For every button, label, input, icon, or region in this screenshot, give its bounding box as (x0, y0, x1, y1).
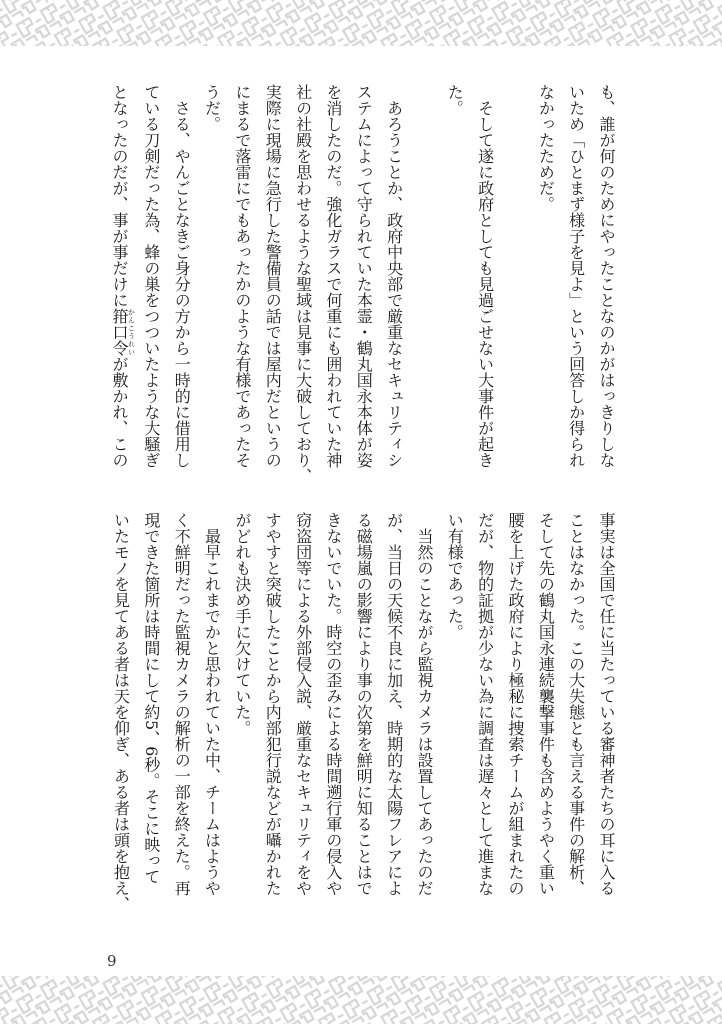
text-column (105, 84, 135, 494)
text-column: 当然のことながら監視カメラは設置してあったのだ (414, 512, 434, 896)
text-column: 現できた箇所は時間にして約5、6秒。そこに映って (141, 512, 161, 885)
text-column: 最早これまでかと思われていた中、チームはようや (202, 512, 222, 896)
text-column: る磁場嵐の影響により事の次第を鮮明に知ることはで (354, 512, 374, 896)
text-column (409, 84, 439, 494)
text-column: 窃盗団等による外部侵入説、厳重なセキュリティをや (293, 512, 313, 896)
text-column: ている刀剣だった為、蜂の巣をつついたような大騒ぎ (141, 84, 161, 468)
text-column: が、当日の天候不良に加え、時期的な太陽フレアによ (384, 512, 404, 896)
text-column: 事実は全国で任に当たっている審神者たちの耳に入る (597, 512, 616, 896)
text-column: そして遂に政府としても見過ごせない大事件が起き (475, 84, 495, 468)
lower-text-block (105, 512, 621, 922)
text-segment: が敷かれ、この (110, 356, 129, 468)
decorative-header-pattern (0, 0, 722, 46)
text-column: がどれも決め手に欠けていた。 (232, 512, 252, 736)
ruby-reading: かんこうれい (127, 308, 136, 356)
text-column: だが、物的証拠が少ない為に調査は遅々として進まな (475, 512, 495, 896)
text-column: も、誰が何のためにやったことなのかがはっきりしな (597, 84, 616, 468)
text-column: すやすと突破したことから内部犯行説などが囁かれた (263, 512, 283, 896)
upper-text-block (105, 84, 621, 494)
text-column: く不鮮明だった監視カメラの解析の一部を終えた。再 (172, 512, 192, 896)
text-column: た。 (445, 84, 465, 116)
text-segment: となったのだが、事が事だけに (110, 84, 129, 308)
text-column: ステムによって守られていた本霊・鶴丸国永本体が姿 (354, 84, 374, 468)
text-column: 腰を上げた政府により極秘に捜索チームが組まれたの (505, 512, 525, 896)
text-column: ことはなかった。この大失態とも言える事件の解析、 (566, 512, 586, 896)
page-number: 9 (107, 952, 117, 970)
text-column: い有様であった。 (445, 512, 465, 640)
decorative-footer-pattern (0, 976, 722, 1024)
ruby-base: 箝口令 (110, 308, 129, 356)
text-column: なかったためだ。 (536, 84, 556, 212)
text-column: さる、やんごとなきご身分の方から一時的に借用し (172, 84, 192, 468)
text-column: を消したのだ。強化ガラスで何重にも囲われていた神 (323, 84, 343, 468)
text-column: 実際に現場に急行した警備員の話では屋内だというの (263, 84, 283, 468)
text-column: にまるで落雷にでもあったかのような有様であったそ (232, 84, 252, 468)
text-column: そして先の鶴丸国永連続襲撃事件も含めようやく重い (536, 512, 556, 896)
text-column: 社の社殿を思わせるような聖域は見事に大破しており、 (293, 84, 313, 484)
text-column: いたモノを見てある者は天を仰ぎ、ある者は頭を抱え、 (111, 512, 131, 912)
text-column: うだ。 (202, 84, 222, 132)
text-column (500, 84, 530, 494)
text-column: いため「ひとまず様子を見よ」という回答しか得られ (566, 84, 586, 468)
text-column: あろうことか、政府中央部で厳重なセキュリティシ (384, 84, 404, 468)
text-column: きないでいた。時空の歪みによる時間遡行軍の侵入や (323, 512, 343, 896)
furigana-word (110, 308, 136, 356)
